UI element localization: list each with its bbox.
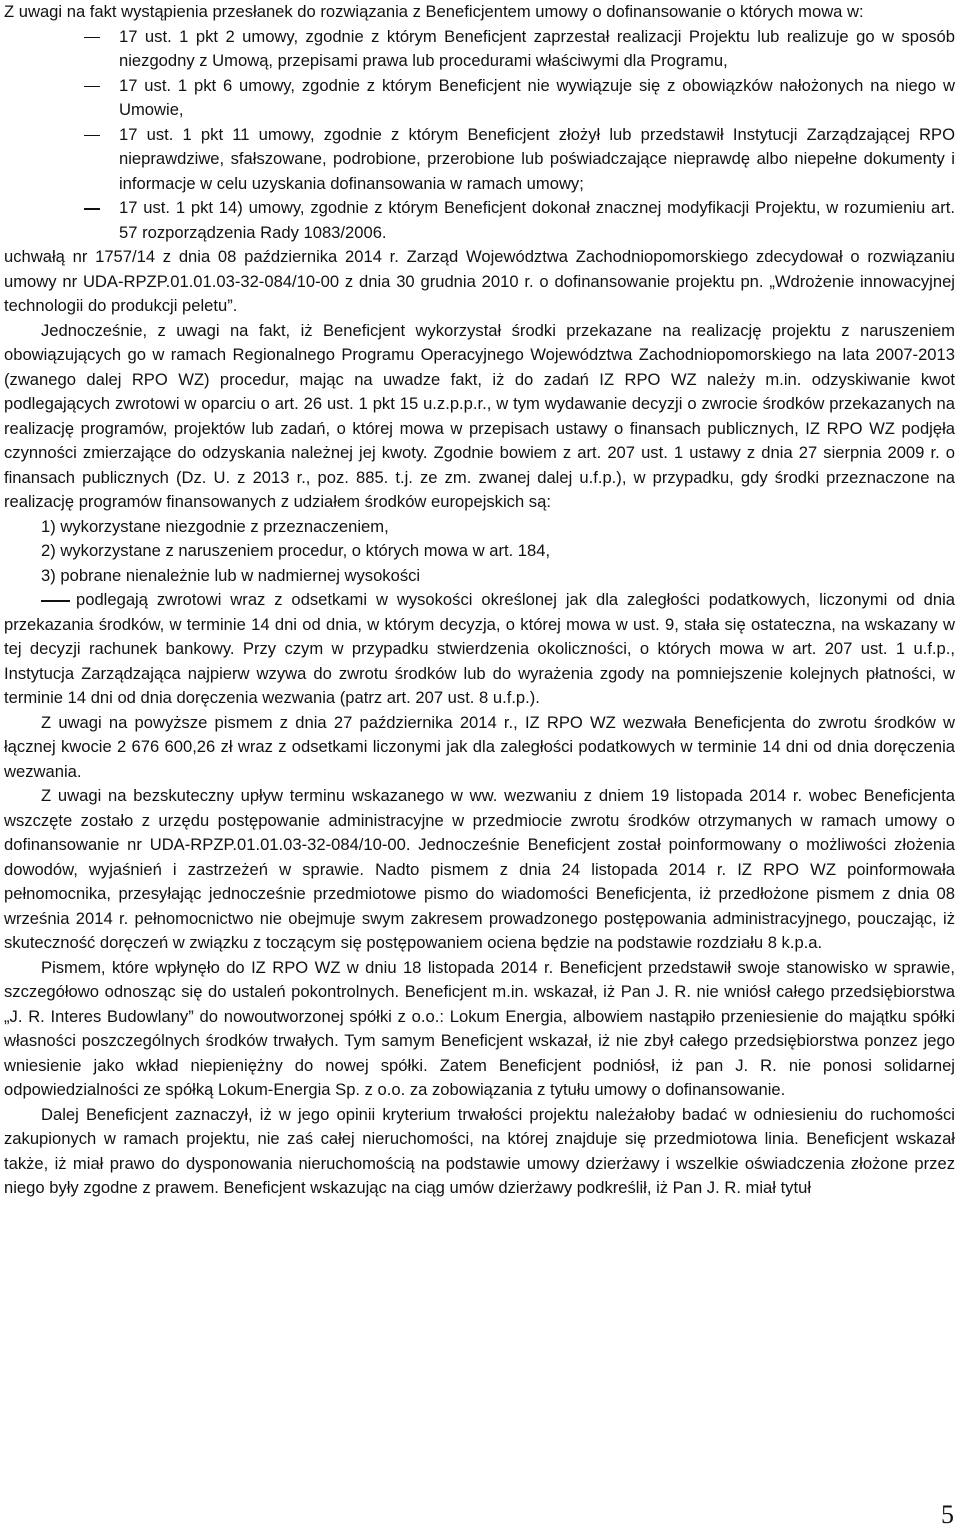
position-paragraph: Pismem, które wpłynęło do IZ RPO WZ w dniu 18 listopada 2014 r. Beneficjent przedstawił swoje stanowisko w sprawie, szczegółowo odnosząc się do ustaleń pokontrolnych. Beneficjent m.in. wskazał, iż Pan J. R. nie wniósł całego przedsiębiorstwa „J. R. Interes Budowlany” do nowoutworzonej spółki z o.o.: Lokum Energia, albowiem nastąpiło przeniesienie do majątku spółki własności poszczególnych środków trwałych. Tym samym Beneficjent wskazał, iż nie zbył całego przedsiębiorstwa ponzez jego wniesienie jako wkład niepieniężny do nowej spółki. Zatem Beneficjent podniósł, iż pan J. R. nie ponosi solidarnej odpowiedzialności ze spółką Lokum-Energia Sp. z o.o. za zobowiązania z tytułu umowy o dofinansowanie. bbox=[4, 957, 955, 1099]
conditions-list bbox=[4, 25, 955, 246]
further-paragraph: Dalej Beneficjent zaznaczył, iż w jego opinii kryterium trwałości projektu należałoby badać w odniesieniu do ruchomości zakupionych w ramach projektu, nie zaś całej nieruchomości, na której znajduje się przedmiotowa linia. Beneficjent wskazał także, iż miał prawo do dysponowania nieruchomością na podstawie umowy dzierżawy i wszelkie oświadczenia złożone przez niego były zgodne z prawem. Beneficjent wskazując na ciąg umów dzierżawy podkreślił, iż Pan J. R. miał tytuł bbox=[4, 1104, 955, 1197]
numbered-list bbox=[4, 515, 955, 589]
list-item: 17 ust. 1 pkt 2 umowy, zgodnie z którym Beneficjent zaprzestał realizacji Projektu lub realizuje go w sposób niezgodny z Umową, przepisami prawa lub procedurami właściwymi dla Programu, bbox=[4, 25, 955, 74]
list-item: 2) wykorzystane z naruszeniem procedur, o których mowa w art. 184, bbox=[41, 541, 551, 560]
return-paragraph: podlegają zwrotowi wraz z odsetkami w wysokości określonej jak dla zaległości podatkowych, liczonymi od dnia przekazania środków, w terminie 14 dni od dnia, w którym decyzja, o której mowa w ust. 9, stała się ostateczna, na wskazany w tej decyzji rachunek bankowy. Przy czym w przypadku stwierdzenia okoliczności, o których mowa w art. 207 ust. 1 u.f.p., Instytucja Zarządzająca najpierw wzywa do zwrotu środków lub do wyrażenia zgody na pomniejszenie kolejnych płatności, w terminie 14 dni od dnia doręczenia wezwania (patrz art. 207 ust. 8 u.f.p.). bbox=[4, 590, 955, 707]
dash-bullet-icon bbox=[84, 37, 100, 39]
resolution-paragraph: uchwałą nr 1757/14 z dnia 08 października 2014 r. Zarząd Województwa Zachodniopomorskiego zdecydował o rozwiązaniu umowy nr UDA-RPZP.01.01.03-32-084/10-00 z dnia 30 grudnia 2010 r. o dofinansowanie projektu pn. „Wdrożenie innowacyjnej technologii do produkcji peletu”. bbox=[4, 247, 955, 315]
ineffective-paragraph: Z uwagi na bezskuteczny upływ terminu wskazanego w ww. wezwaniu z dniem 19 listopada 2014 r. wobec Beneficjenta wszczęte zostało z urzędu postępowanie administracyjne w przedmiocie zwrotu środków otrzymanych w ramach umowy o dofinansowanie nr UDA-RPZP.01.01.03-32-084/10-00. Jednocześnie Beneficjent został poinformowany o możliwości złożenia dowodów, wyjaśnień i zastrzeżeń w sprawie. Nadto pismem z dnia 24 listopada 2014 r. IZ RPO WZ poinformowała pełnomocnika, przesyłając jednocześnie przedmiotowe pismo do wiadomości Beneficjenta, iż przedłożone pismem z dnia 08 września 2014 r. pełnomocnictwo nie obejmuje swym zakresem prowadzonego postępowania administracyjnego, pouczając, iż skuteczność doręczeń w związku z toczącym się postępowaniem ociena będzie na podstawie rozdziału 8 k.p.a. bbox=[4, 786, 955, 952]
list-item: 1) wykorzystane niezgodnie z przeznaczeniem, bbox=[41, 516, 389, 536]
intro-paragraph: Z uwagi na fakt wystąpienia przesłanek do rozwiązania z Beneficjentem umowy o dofinansowanie o których mowa w: bbox=[4, 2, 864, 21]
document-page bbox=[4, 0, 955, 1201]
simultaneously-paragraph: Jednocześnie, z uwagi na fakt, iż Beneficjent wykorzystał środki przekazane na realizację projektu z naruszeniem obowiązujących go w ramach Regionalnego Programu Operacyjnego Województwa Zachodniopomorskiego na lata 2007-2013 (zwanego dalej RPO WZ) procedur, mając na uwadze fakt, iż do zadań IZ RPO WZ należy m.in. odzyskiwanie kwot podlegających zwrotowi w oparciu o art. 26 ust. 1 pkt 15 u.z.p.p.r., w tym wydawanie decyzji o zwrocie środków przekazanych na realizację programów, projektów lub zadań, o której mowa w przepisach ustawy o finansach publicznych, IZ RPO WZ podjęła czynności zmierzające do odzyskania należnej jej kwoty. Zgodnie bowiem z art. 207 ust. 1 ustawy z dnia 27 sierpnia 2009 r. o finansach publicznych (Dz. U. z 2013 r., poz. 885. t.j. ze zm. zwanej dalej u.f.p.), w przypadku, gdy środki przeznaczone na realizację programów finansowanych z udziałem środków europejskich są: bbox=[4, 320, 955, 511]
list-item: 17 ust. 1 pkt 6 umowy, zgodnie z którym Beneficjent nie wywiązuje się z obowiązków nałożonych na niego w Umowie, bbox=[4, 74, 955, 123]
list-item: 17 ust. 1 pkt 14) umowy, zgodnie z którym Beneficjent dokonał znacznej modyfikacji Projektu, w rozumieniu art. 57 rozporządzenia Rady 1083/2006. bbox=[4, 196, 955, 245]
page-number: 5 bbox=[941, 1500, 954, 1529]
list-item: 17 ust. 1 pkt 11 umowy, zgodnie z którym Beneficjent złożył lub przedstawił Instytucji Zarządzającej RPO nieprawdziwe, sfałszowane, podrobione, przerobione lub poświadczające nieprawdę albo niepełne dokumenty i informacje w celu uzyskania dofinansowania w ramach umowy; bbox=[4, 123, 955, 197]
dash-bullet-icon bbox=[84, 135, 100, 137]
dash-bullet-icon bbox=[84, 208, 100, 210]
list-item: 3) pobrane nienależnie lub w nadmiernej wysokości bbox=[41, 565, 421, 585]
dash-icon bbox=[41, 600, 70, 602]
dash-bullet-icon bbox=[84, 86, 100, 88]
letter-paragraph: Z uwagi na powyższe pismem z dnia 27 października 2014 r., IZ RPO WZ wezwała Beneficjenta do zwrotu środków w łącznej kwocie 2 676 600,26 zł wraz z odsetkami liczonymi jak dla zaległości podatkowych w terminie 14 dni od dnia doręczenia wezwania. bbox=[4, 712, 955, 781]
